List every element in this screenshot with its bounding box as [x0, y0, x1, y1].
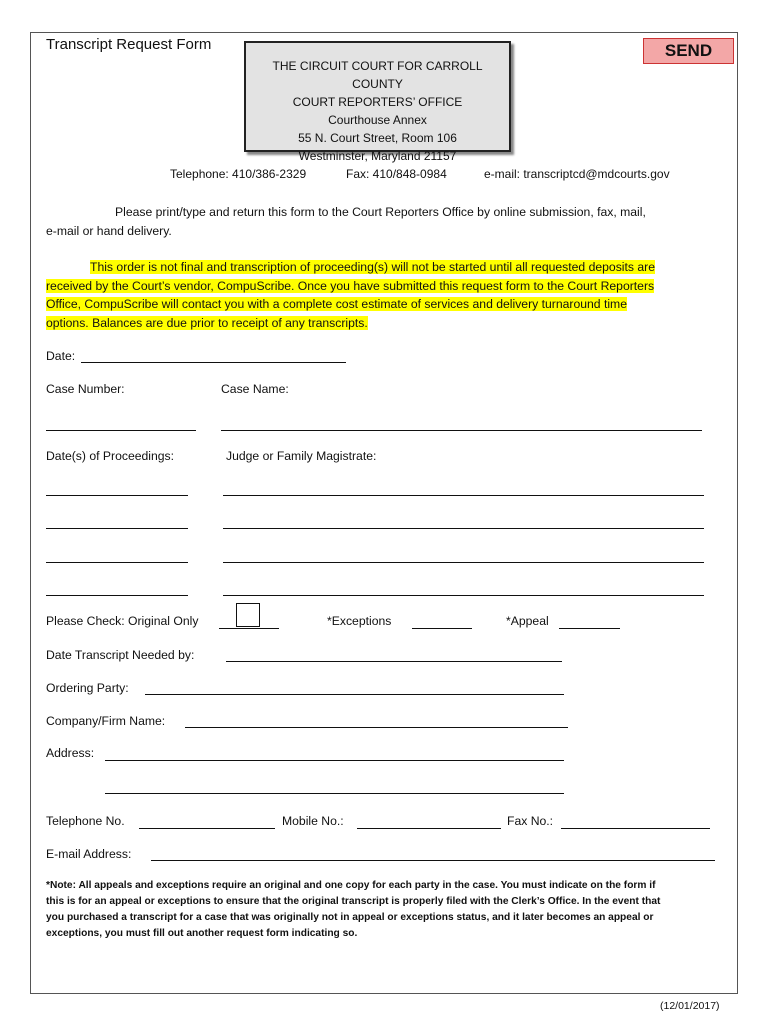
proceeding-date-field-4[interactable] — [46, 595, 188, 596]
notice-line-3: Office, CompuScribe will contact you with a complete cost estimate of services and delivery turnaround time — [46, 297, 627, 311]
judge-field-1[interactable] — [223, 495, 704, 496]
notice-line-1: This order is not final and transcription of proceeding(s) will not be started until all requested deposits are — [90, 260, 655, 274]
contact-telephone: Telephone: 410/386-2329 — [170, 167, 307, 181]
dates-of-proceedings-label: Date(s) of Proceedings: — [46, 449, 175, 463]
date-field[interactable] — [81, 362, 346, 363]
fax-no-field[interactable] — [561, 828, 710, 829]
exceptions-field[interactable] — [412, 628, 472, 629]
judge-field-3[interactable] — [223, 562, 704, 563]
note-line-2: this is for an appeal or exceptions to ensure that the original transcript is properly filed with the Clerk’s Office. In the event that — [46, 896, 661, 907]
date-needed-field[interactable] — [226, 661, 562, 662]
fax-no-label: Fax No.: — [507, 814, 554, 828]
please-check-label: Please Check: Original Only — [46, 614, 199, 628]
street-address: 55 N. Court Street, Room 106 — [298, 131, 457, 145]
appeal-label: *Appeal — [506, 614, 549, 628]
address-label: Address: — [46, 746, 95, 760]
email-address-label: E-mail Address: — [46, 847, 132, 861]
contact-email: e-mail: transcriptcd@mdcourts.gov — [484, 167, 670, 181]
mobile-no-field[interactable] — [357, 828, 501, 829]
office-name: COURT REPORTERS’ OFFICE — [292, 95, 463, 109]
contact-fax: Fax: 410/848-0984 — [346, 167, 447, 181]
proceeding-date-field-2[interactable] — [46, 528, 188, 529]
date-needed-label: Date Transcript Needed by: — [46, 648, 195, 662]
deposit-notice — [46, 258, 718, 332]
judge-field-4[interactable] — [223, 595, 704, 596]
case-number-field[interactable] — [46, 430, 196, 431]
revision-date: (12/01/2017) — [660, 1000, 720, 1012]
case-name-field[interactable] — [221, 430, 702, 431]
original-only-line — [219, 628, 279, 629]
instructions-line-2: e-mail or hand delivery. — [46, 223, 172, 238]
original-only-checkbox[interactable] — [236, 603, 260, 627]
case-name-label: Case Name: — [221, 382, 289, 396]
judge-label: Judge or Family Magistrate: — [226, 449, 377, 463]
company-field[interactable] — [185, 727, 568, 728]
send-button[interactable]: SEND — [643, 38, 734, 64]
city-state-zip: Westminster, Maryland 21157 — [298, 149, 457, 163]
proceeding-date-field-3[interactable] — [46, 562, 188, 563]
building-name: Courthouse Annex — [328, 113, 427, 127]
ordering-party-field[interactable] — [145, 694, 564, 695]
appeal-note — [46, 878, 722, 942]
case-number-label: Case Number: — [46, 382, 125, 396]
instructions-line-1: Please print/type and return this form to the Court Reporters Office by online submission, fax, mail, — [115, 205, 646, 219]
company-label: Company/Firm Name: — [46, 714, 166, 728]
exceptions-label: *Exceptions — [327, 614, 392, 628]
address-field-1[interactable] — [105, 760, 564, 761]
mobile-no-label: Mobile No.: — [282, 814, 344, 828]
notice-line-2: received by the Court’s vendor, CompuScribe. Once you have submitted this request form to the Court Reporters — [46, 278, 655, 293]
note-line-1: *Note: All appeals and exceptions require an original and one copy for each party in the case. You must indicate on the form if — [46, 880, 656, 891]
date-label: Date: — [46, 349, 76, 363]
appeal-field[interactable] — [559, 628, 620, 629]
note-line-3: you purchased a transcript for a case that was originally not in appeal or exceptions status, and it later becomes an appeal or — [46, 912, 654, 923]
note-line-4: exceptions, you must fill out another request form indicating so. — [46, 928, 358, 939]
ordering-party-label: Ordering Party: — [46, 681, 129, 695]
telephone-no-label: Telephone No. — [46, 814, 125, 828]
notice-line-4: options. Balances are due prior to receipt of any transcripts. — [46, 315, 368, 330]
email-address-field[interactable] — [151, 860, 715, 861]
telephone-no-field[interactable] — [139, 828, 275, 829]
instructions — [46, 203, 718, 240]
judge-field-2[interactable] — [223, 528, 704, 529]
court-header-box — [244, 41, 511, 163]
court-name: THE CIRCUIT COURT FOR CARROLL COUNTY — [272, 59, 483, 91]
form-title: Transcript Request Form — [46, 36, 212, 53]
proceeding-date-field-1[interactable] — [46, 495, 188, 496]
address-field-2[interactable] — [105, 793, 564, 794]
